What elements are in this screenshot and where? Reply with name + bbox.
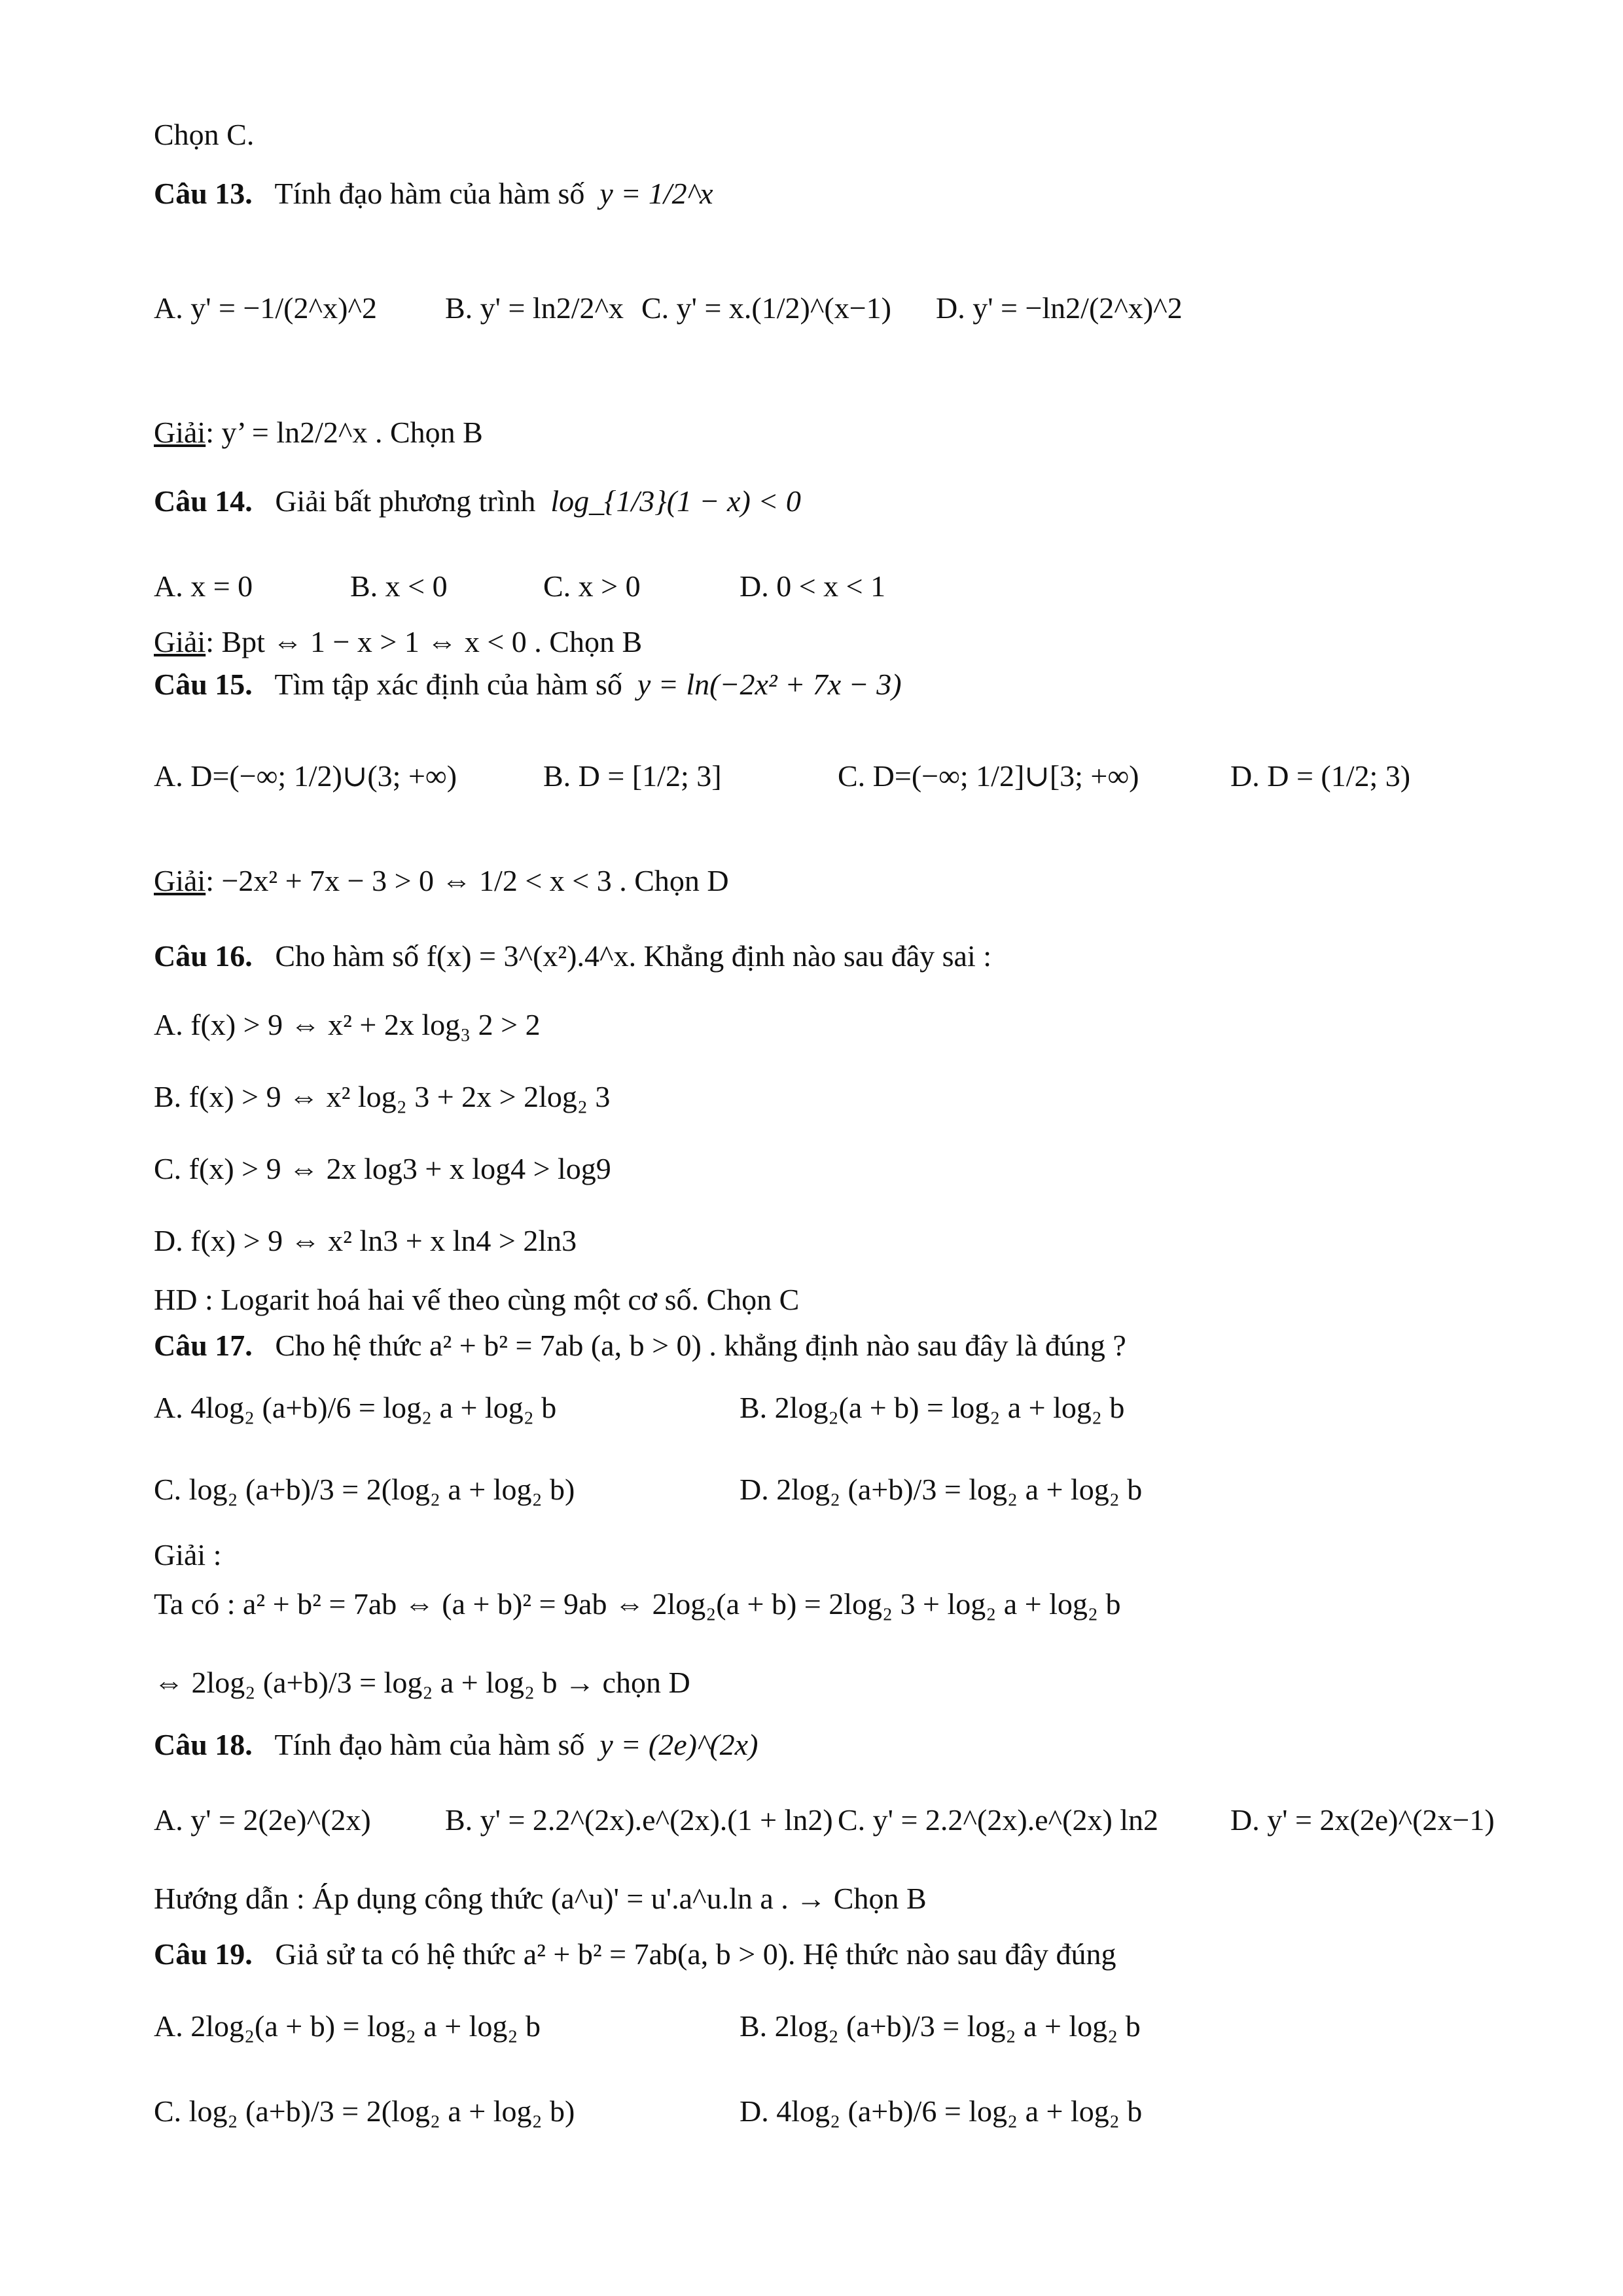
option-a: A. 2log₂(a + b) = log₂ a + log₂ b [154, 2009, 541, 2043]
option-c: C. log₂ (a+b)/3 = 2(log₂ a + log₂ b) [154, 1473, 575, 1506]
option-a: A. y' = 2(2e)^(2x) [154, 1803, 371, 1837]
question-label: Câu 16. [154, 939, 253, 973]
question-formula: y = (2e)^(2x) [599, 1728, 758, 1761]
solution-text: : y’ = ln2/2^x . Chọn B [205, 416, 483, 449]
option-d: D. 0 < x < 1 [740, 569, 886, 603]
question-15 [154, 668, 902, 702]
question-text: Cho hàm số f(x) = 3^(x²).4^x. Khẳng định nào sau đây sai : [275, 939, 992, 973]
option-d: D. y' = 2x(2e)^(2x−1) [1230, 1803, 1495, 1837]
solution-label: Giải [154, 625, 206, 658]
question-text: Cho hệ thức a² + b² = 7ab (a, b > 0) . khẳng định nào sau đây là đúng ? [275, 1329, 1126, 1362]
option-a: A. D=(−∞; 1/2)∪(3; +∞) [154, 759, 457, 793]
question-formula: log_{1/3}(1 − x) < 0 [550, 484, 801, 518]
question-text: Tính đạo hàm của hàm số [274, 1728, 585, 1761]
option-c: C. y' = x.(1/2)^(x−1) [641, 291, 891, 325]
option-b: B. f(x) > 9 ⇔ x² log₂ 3 + 2x > 2log₂ 3 [154, 1080, 611, 1113]
option-c: C. x > 0 [543, 569, 641, 603]
previous-answer: Chọn C. [154, 118, 255, 151]
question-text: Tính đạo hàm của hàm số [274, 177, 585, 210]
option-d: D. f(x) > 9 ⇔ x² ln3 + x ln4 > 2ln3 [154, 1224, 577, 1257]
hint-18: Hướng dẫn : Áp dụng công thức (a^u)' = u'.a^u.ln a . → Chọn B [154, 1882, 927, 1915]
question-formula: y = ln(−2x² + 7x − 3) [637, 668, 902, 701]
solution-label: Giải [154, 864, 206, 897]
question-label: Câu 14. [154, 484, 253, 518]
solution-17-line-1: Ta có : a² + b² = 7ab ⇔ (a + b)² = 9ab ⇔ 2log₂(a + b) = 2log₂ 3 + log₂ a + log₂ b [154, 1587, 1121, 1621]
question-label: Câu 19. [154, 1937, 253, 1971]
question-19 [154, 1937, 1116, 1972]
option-a: A. 4log₂ (a+b)/6 = log₂ a + log₂ b [154, 1391, 557, 1424]
option-d: D. D = (1/2; 3) [1230, 759, 1411, 793]
question-label: Câu 18. [154, 1728, 253, 1761]
question-14 [154, 484, 801, 519]
solution-13 [154, 416, 483, 450]
question-16 [154, 939, 991, 974]
option-b: B. D = [1/2; 3] [543, 759, 722, 793]
question-label: Câu 15. [154, 668, 253, 701]
option-c: C. y' = 2.2^(2x).e^(2x) ln2 [838, 1803, 1159, 1837]
solution-label: Giải [154, 416, 206, 449]
option-a: A. y' = −1/(2^x)^2 [154, 291, 377, 325]
option-b: B. y' = ln2/2^x [445, 291, 624, 325]
question-13 [154, 177, 713, 211]
question-text: Giả sử ta có hệ thức a² + b² = 7ab(a, b > 0). Hệ thức nào sau đây đúng [275, 1937, 1116, 1971]
option-c: C. log₂ (a+b)/3 = 2(log₂ a + log₂ b) [154, 2094, 575, 2128]
question-label: Câu 17. [154, 1329, 253, 1362]
option-d: D. y' = −ln2/(2^x)^2 [936, 291, 1183, 325]
question-text: Tìm tập xác định của hàm số [274, 668, 622, 701]
question-label: Câu 13. [154, 177, 253, 210]
solution-text: : −2x² + 7x − 3 > 0 ⇔ 1/2 < x < 3 . Chọn D [205, 864, 729, 897]
option-b: B. x < 0 [350, 569, 448, 603]
question-text: Giải bất phương trình [275, 484, 536, 518]
solution-14 [154, 625, 642, 660]
solution-15 [154, 864, 729, 899]
option-c: C. D=(−∞; 1/2]∪[3; +∞) [838, 759, 1139, 793]
option-b: B. y' = 2.2^(2x).e^(2x).(1 + ln2) [445, 1803, 833, 1837]
option-d: D. 4log₂ (a+b)/6 = log₂ a + log₂ b [740, 2094, 1143, 2128]
option-b: B. 2log₂ (a+b)/3 = log₂ a + log₂ b [740, 2009, 1141, 2043]
solution-text: : Bpt ⇔ 1 − x > 1 ⇔ x < 0 . Chọn B [205, 625, 643, 658]
solution-17-line-2: ⇔ 2log₂ (a+b)/3 = log₂ a + log₂ b → chọn D [154, 1666, 690, 1699]
question-18 [154, 1728, 758, 1763]
option-c: C. f(x) > 9 ⇔ 2x log3 + x log4 > log9 [154, 1152, 611, 1185]
option-d: D. 2log₂ (a+b)/3 = log₂ a + log₂ b [740, 1473, 1143, 1506]
option-a: A. x = 0 [154, 569, 253, 603]
option-b: B. 2log₂(a + b) = log₂ a + log₂ b [740, 1391, 1125, 1424]
solution-17-heading: Giải : [154, 1538, 222, 1571]
option-a: A. f(x) > 9 ⇔ x² + 2x log₃ 2 > 2 [154, 1008, 541, 1041]
hint-16: HD : Logarit hoá hai vế theo cùng một cơ số. Chọn C [154, 1283, 800, 1316]
question-17 [154, 1329, 1126, 1363]
question-formula: y = 1/2^x [599, 177, 713, 210]
